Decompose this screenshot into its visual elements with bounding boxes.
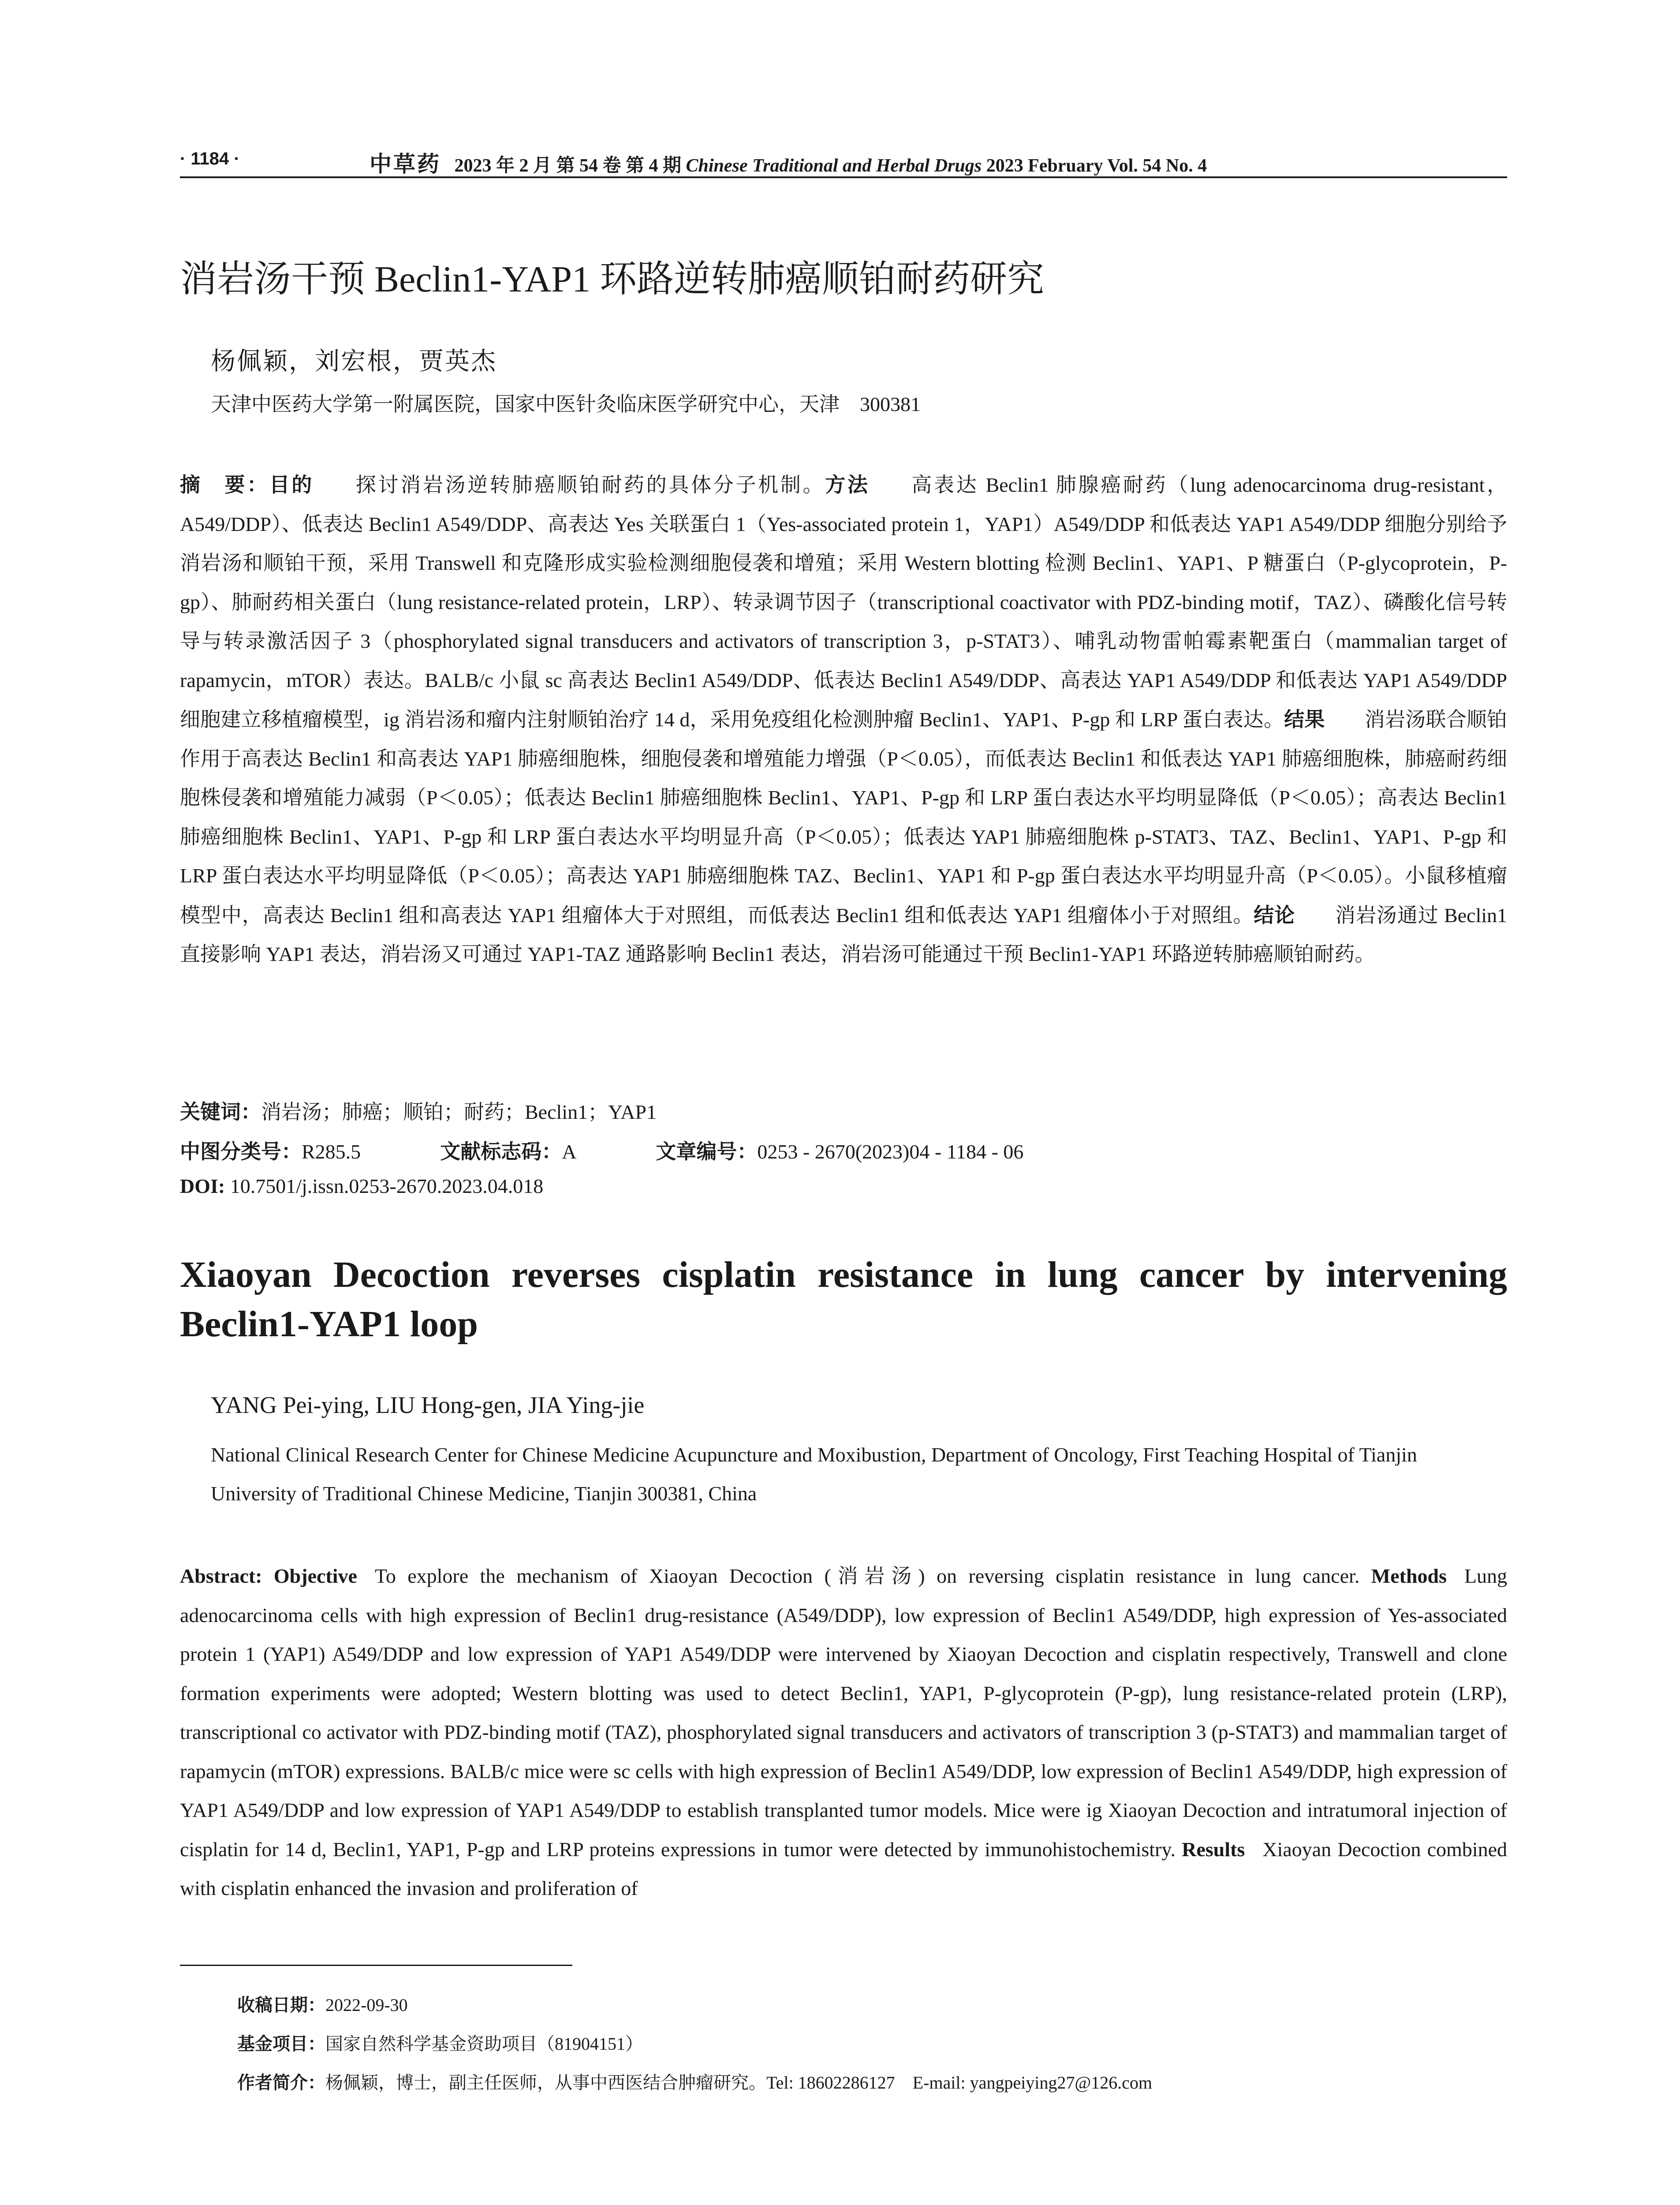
en-objective-label: Objective	[273, 1565, 357, 1587]
en-results: Xiaoyan Decoction combined with cisplatin enhanced the invasion and proliferation of	[180, 1838, 1508, 1899]
cn-objective-label: 目的	[269, 473, 314, 496]
en-results-label: Results	[1182, 1838, 1245, 1861]
cn-conclusion-label: 结论	[1254, 903, 1295, 927]
en-abstract	[180, 1557, 1507, 1908]
received-date: 2022-09-30	[325, 1995, 408, 2015]
en-objective: To explore the mechanism of Xiaoyan Decoction (消岩汤) on reversing cisplatin resistance in lung cancer.	[374, 1565, 1360, 1587]
clc-label: 中图分类号：	[180, 1140, 302, 1163]
en-authors: YANG Pei-ying, LIU Hong-gen, JIA Ying-jie	[211, 1392, 645, 1418]
cn-abstract	[180, 465, 1507, 974]
issue-cn: 2023 年 2 月 第 54 卷 第 4 期	[454, 156, 682, 176]
article-no-label: 文章编号：	[656, 1140, 758, 1163]
en-affiliation: National Clinical Research Center for Chinese Medicine Acupuncture and Moxibustion, Department of Oncology, First Teaching Hospital of Tianjin University of Traditional Chinese Medicine, Tianjin 300381, China	[211, 1443, 1417, 1505]
cn-authors: 杨佩颖，刘宏根，贾英杰	[211, 348, 497, 375]
cn-title: 消岩汤干预 Beclin1-YAP1 环路逆转肺癌顺铂耐药研究	[180, 259, 1044, 300]
running-header	[180, 146, 1507, 177]
cn-methods: 高表达 Beclin1 肺腺癌耐药（lung adenocarcinoma drug-resistant，A549/DDP）、低表达 Beclin1 A549/DDP、高表达 Yes 关联蛋白 1（Yes-associated protein 1，YAP1）A549/DDP 和低表达 YAP1 A549/DDP 细胞分别给予消岩汤和顺铂干预，采用 Transwell 和克隆形成实验检测细胞侵袭和增殖；采用 Western blotting 检测 Beclin1、YAP1、P 糖蛋白（P-glycoprotein，P-gp）、肺耐药相关蛋白（lung resistance-related protein，LRP）、转录调节因子（transcriptional coactivator with PDZ-binding motif，TAZ）、磷酸化信号转导与转录激活因子 3（phosphorylated signal transducers and activators of transcription 3，p-STAT3）、哺乳动物雷帕霉素靶蛋白（mammalian target of rapamycin，mTOR）表达。BALB/c 小鼠 sc 高表达 Beclin1 A549/DDP、低表达 Beclin1 A549/DDP、高表达 YAP1 A549/DDP 和低表达 YAP1 A549/DDP 细胞建立移植瘤模型，ig 消岩汤和瘤内注射顺铂治疗 14 d，采用免疫组化检测肿瘤 Beclin1、YAP1、P-gp 和 LRP 蛋白表达。	[180, 474, 1508, 731]
doi[interactable]: 10.7501/j.issn.0253-2670.2023.04.018	[230, 1175, 544, 1197]
fund-label: 基金项目：	[237, 2034, 325, 2054]
header-rule	[180, 176, 1507, 178]
en-title: Xiaoyan Decoction reverses cisplatin resistance in lung cancer by intervening Beclin1-YAP1 loop	[180, 1254, 1507, 1345]
cn-affiliation: 天津中医药大学第一附属医院，国家中医针灸临床医学研究中心，天津 300381	[211, 393, 921, 415]
cn-methods-label: 方法	[825, 473, 870, 496]
clc: R285.5	[302, 1140, 361, 1163]
keywords-label: 关键词：	[180, 1100, 261, 1123]
doc-code-label: 文献标志码：	[440, 1140, 562, 1163]
fund: 国家自然科学基金资助项目（81904151）	[325, 2034, 643, 2054]
cn-keywords	[180, 1096, 657, 1125]
doi-line	[180, 1174, 543, 1198]
footnote-fund	[237, 2030, 643, 2055]
cn-results: 消岩汤联合顺铂作用于高表达 Beclin1 和高表达 YAP1 肺癌细胞株，细胞侵袭和增殖能力增强（P＜0.05），而低表达 Beclin1 和低表达 YAP1 肺癌细胞株，肺癌耐药细胞株侵袭和增殖能力减弱（P＜0.05）；低表达 Beclin1 肺癌细胞株 Beclin1、YAP1、P-gp 和 LRP 蛋白表达水平均明显降低（P＜0.05）；高表达 Beclin1 肺癌细胞株 Beclin1、YAP1、P-gp 和 LRP 蛋白表达水平均明显升高（P＜0.05）；低表达 YAP1 肺癌细胞株 p-STAT3、TAZ、Beclin1、YAP1、P-gp 和 LRP 蛋白表达水平均明显降低（P＜0.05）；高表达 YAP1 肺癌细胞株 TAZ、Beclin1、YAP1 和 P-gp 蛋白表达水平均明显升高（P＜0.05）。小鼠移植瘤模型中，高表达 Beclin1 组和高表达 YAP1 组瘤体大于对照组，而低表达 Beclin1 组和低表达 YAP1 组瘤体小于对照组。	[180, 708, 1507, 927]
doc-code: A	[562, 1140, 577, 1163]
footnote-rule	[180, 1965, 572, 1966]
author-bio: 杨佩颖，博士，副主任医师，从事中西医结合肿瘤研究。Tel: 18602286127 E-mail: yangpeiying27@126.com	[325, 2073, 1153, 2093]
journal-name-cn: 中草药	[370, 152, 441, 176]
author-bio-label: 作者简介：	[237, 2073, 325, 2093]
article-no: 0253 - 2670(2023)04 - 1184 - 06	[757, 1140, 1024, 1163]
en-abstract-label: Abstract:	[180, 1565, 262, 1587]
footnote-author	[237, 2069, 1152, 2094]
keywords: 消岩汤；肺癌；顺铂；耐药；Beclin1；YAP1	[261, 1101, 657, 1123]
classification-line	[180, 1136, 1023, 1165]
cn-abstract-label: 摘 要：	[180, 473, 269, 496]
cn-objective: 探讨消岩汤逆转肺癌顺铂耐药的具体分子机制。	[354, 474, 825, 496]
footnote-received	[237, 1991, 408, 2016]
doi-label: DOI:	[180, 1175, 225, 1197]
cn-results-label: 结果	[1284, 708, 1325, 731]
page-number: · 1184 ·	[180, 149, 240, 168]
cn-conclusion: 消岩汤通过 Beclin1 直接影响 YAP1 表达，消岩汤又可通过 YAP1-TAZ 通路影响 Beclin1 表达，消岩汤可能通过干预 Beclin1-YAP1 环路逆转肺癌顺铂耐药。	[180, 904, 1508, 965]
journal-line	[370, 146, 1207, 178]
issue-en: 2023 February Vol. 54 No. 4	[986, 156, 1207, 176]
en-methods: Lung adenocarcinoma cells with high expression of Beclin1 drug-resistance (A549/DDP), low expression of Beclin1 A549/DDP, high expression of Yes-associated protein 1 (YAP1) A549/DDP and low expression of YAP1 A549/DDP were intervened by Xiaoyan Decoction and cisplatin respectively, Transwell and clone formation experiments were adopted; Western blotting was used to detect Beclin1, YAP1, P-glycoprotein (P-gp), lung resistance-related protein (LRP), transcriptional co activator with PDZ-binding motif (TAZ), phosphorylated signal transducers and activators of transcription 3 (p-STAT3) and mammalian target of rapamycin (mTOR) expressions. BALB/c mice were sc cells with high expression of Beclin1 A549/DDP, low expression of Beclin1 A549/DDP, high expression of YAP1 A549/DDP and low expression of YAP1 A549/DDP to establish transplanted tumor models. Mice were ig Xiaoyan Decoction and intratumoral injection of cisplatin for 14 d, Beclin1, YAP1, P-gp and LRP proteins expressions in tumor were detected by immunohistochemistry.	[180, 1565, 1508, 1861]
received-label: 收稿日期：	[237, 1996, 325, 2015]
en-methods-label: Methods	[1371, 1565, 1447, 1587]
journal-name-en: Chinese Traditional and Herbal Drugs	[686, 156, 982, 176]
